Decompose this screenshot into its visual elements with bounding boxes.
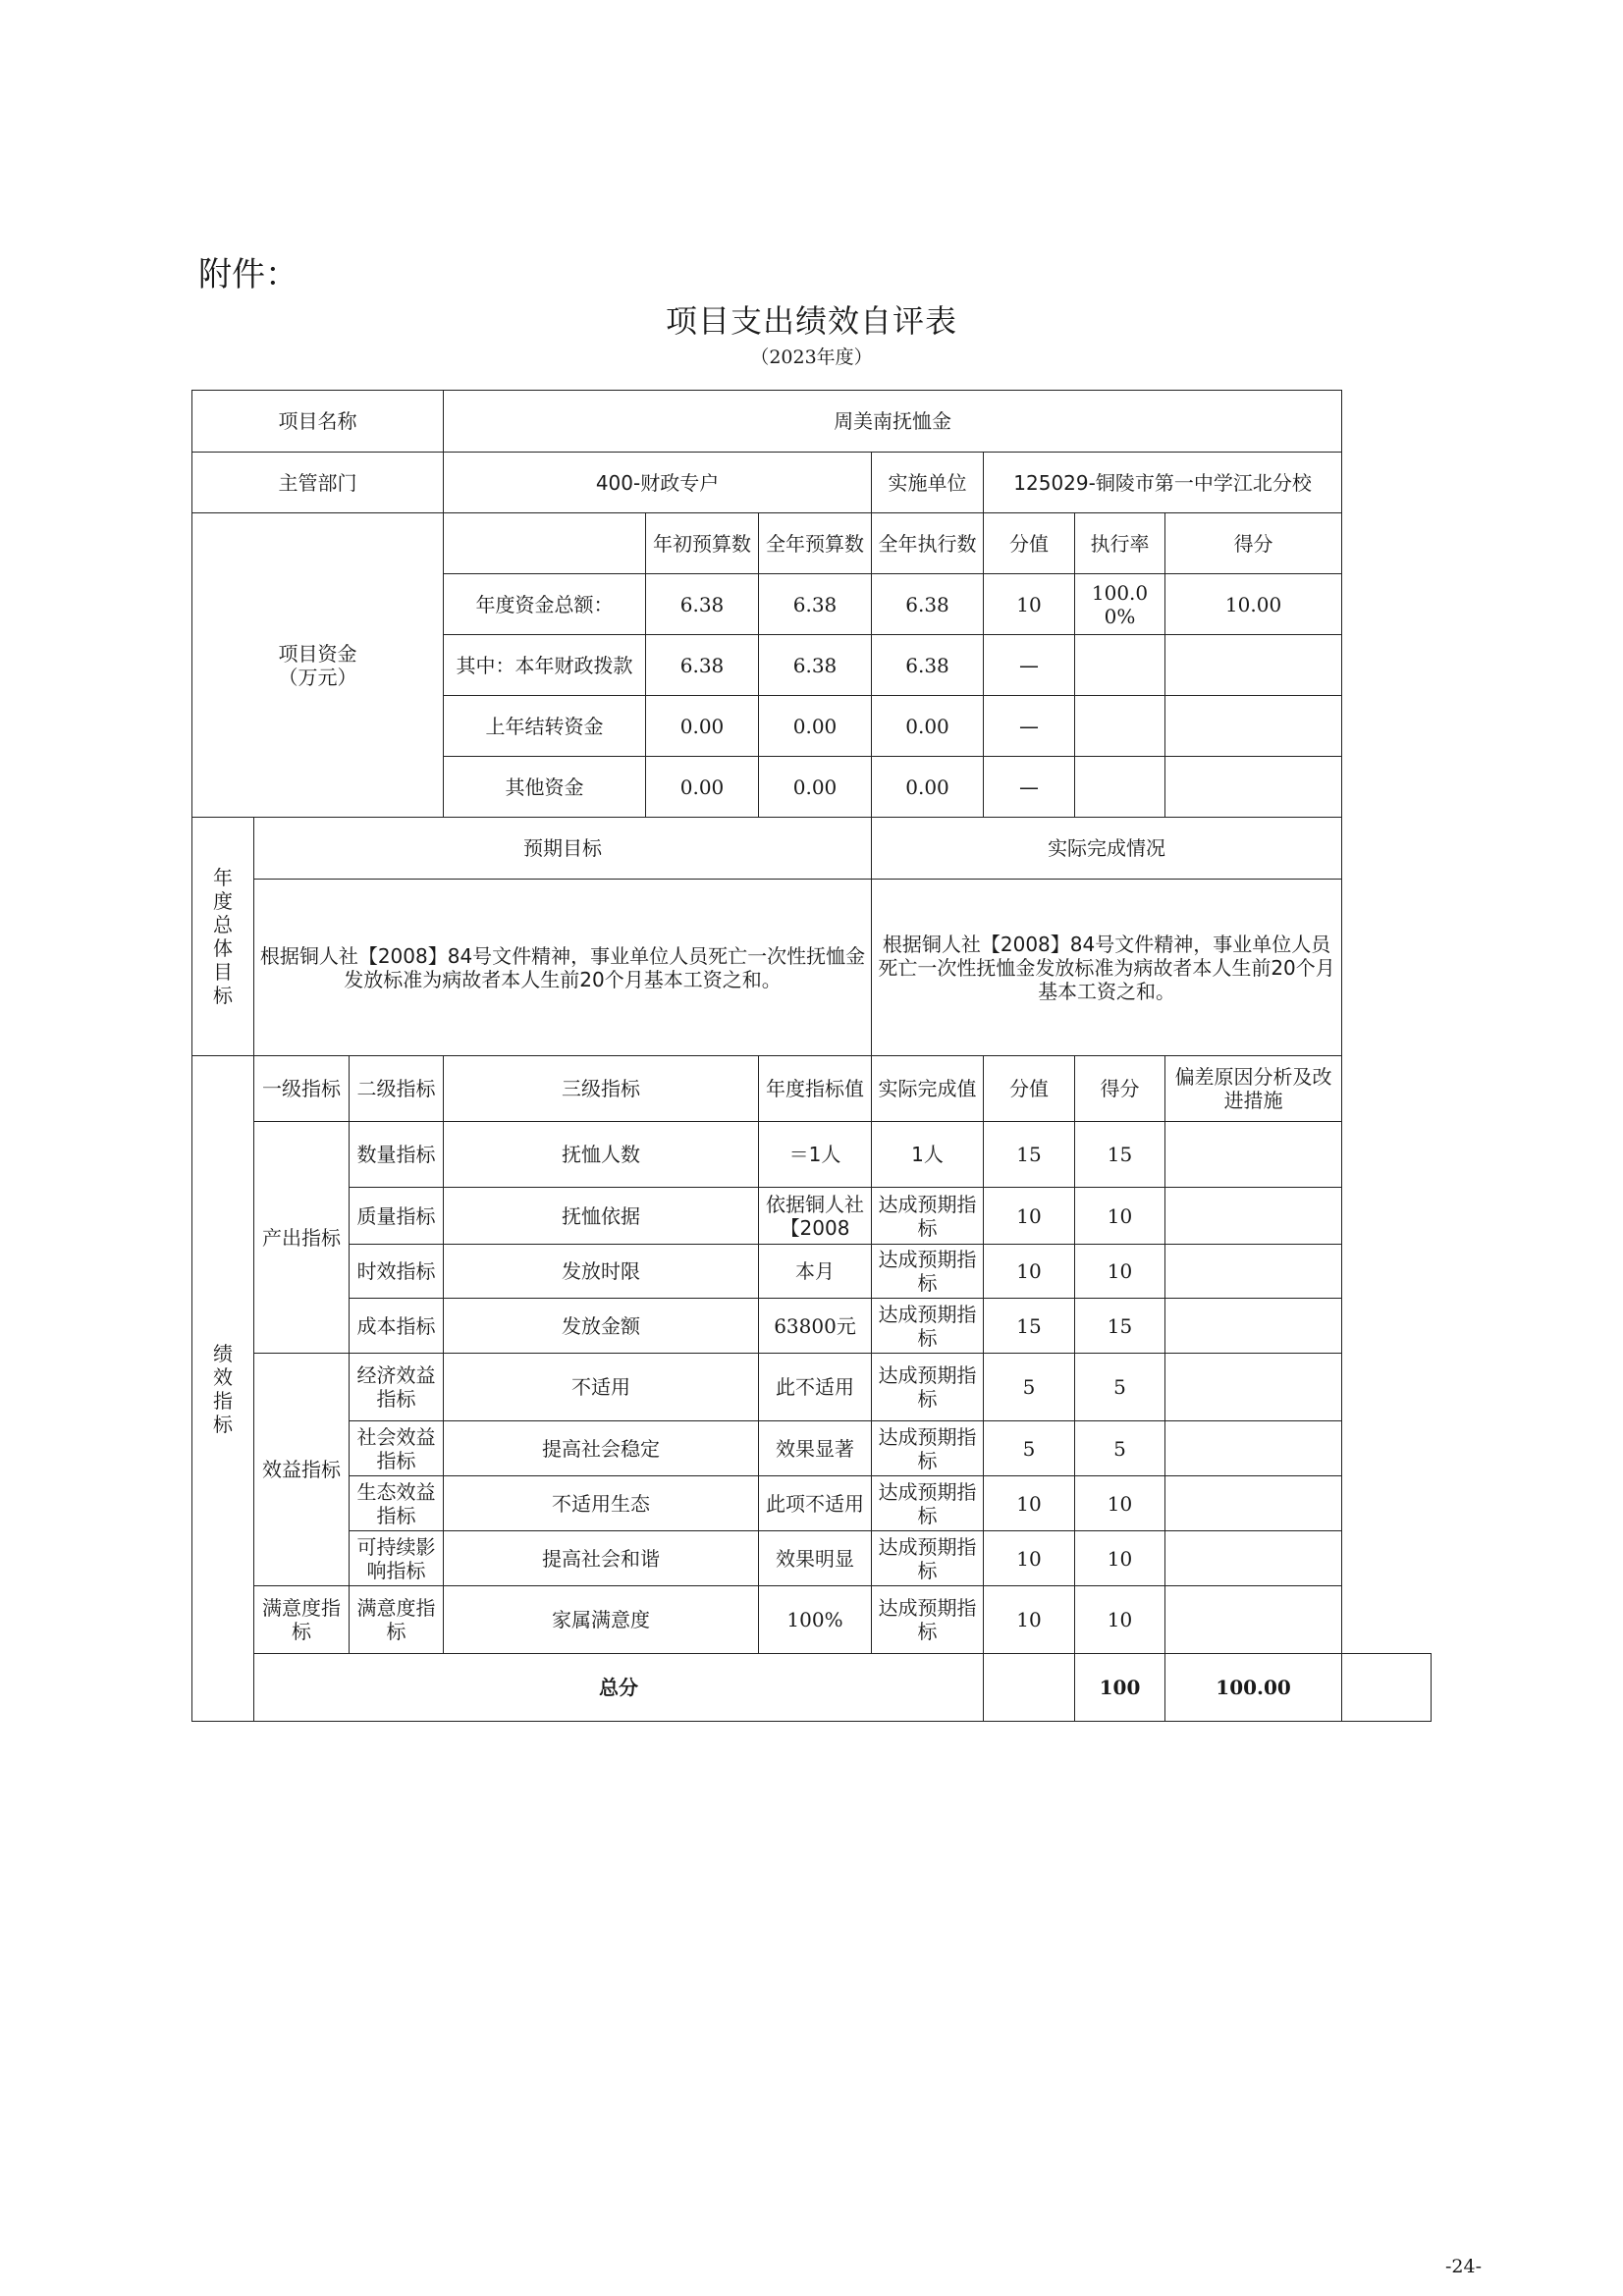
ind-actual: 达成预期指标 <box>872 1188 984 1245</box>
ind-level2: 经济效益指标 <box>350 1354 444 1421</box>
project-name-label: 项目名称 <box>192 391 444 453</box>
ind-header-target: 年度指标值 <box>759 1056 872 1122</box>
ind-level2: 时效指标 <box>350 1245 444 1299</box>
ind-reason <box>1165 1421 1342 1476</box>
goals-expected-text: 根据铜人社【2008】84号文件精神，事业单位人员死亡一次性抚恤金发放标准为病故者本人生前20个月基本工资之和。 <box>254 880 872 1056</box>
ind-level3: 提高社会和谐 <box>444 1531 759 1586</box>
ind-level3: 不适用 <box>444 1354 759 1421</box>
funds-row-annual: 0.00 <box>759 757 872 818</box>
ind-actual: 达成预期指标 <box>872 1354 984 1421</box>
funds-row-points <box>1165 635 1342 696</box>
ind-target: 效果明显 <box>759 1531 872 1586</box>
funds-header-executed: 全年执行数 <box>872 513 984 574</box>
funds-label: 项目资金 （万元） <box>192 513 444 818</box>
indicators-label: 绩 效 指 标 <box>192 1056 254 1722</box>
ind-actual: 达成预期指标 <box>872 1245 984 1299</box>
page-number: -24- <box>1445 2256 1483 2277</box>
ind-level3: 抚恤依据 <box>444 1188 759 1245</box>
funds-header-annual: 全年预算数 <box>759 513 872 574</box>
funds-row-initial: 6.38 <box>646 574 759 635</box>
ind-target: 本月 <box>759 1245 872 1299</box>
ind-header-actual: 实际完成值 <box>872 1056 984 1122</box>
ind-target: 此不适用 <box>759 1354 872 1421</box>
ind-level2: 满意度指标 <box>350 1586 444 1654</box>
form-title: 项目支出绩效自评表 <box>665 302 957 340</box>
ind-reason <box>1165 1122 1342 1188</box>
funds-row-rate <box>1075 635 1165 696</box>
row-goals-content <box>192 880 1432 1056</box>
total-score: 100 <box>1075 1654 1165 1722</box>
ind-level2: 数量指标 <box>350 1122 444 1188</box>
funds-row-name: 上年结转资金 <box>444 696 646 757</box>
ind-actual: 达成预期指标 <box>872 1476 984 1531</box>
ind-actual: 达成预期指标 <box>872 1421 984 1476</box>
ind-points: 5 <box>1075 1354 1165 1421</box>
goals-expected-label: 预期目标 <box>254 818 872 880</box>
row-department <box>192 453 1432 513</box>
ind-target: 此项不适用 <box>759 1476 872 1531</box>
ind-score: 5 <box>984 1354 1075 1421</box>
funds-header-points: 得分 <box>1165 513 1342 574</box>
ind-header-level3: 三级指标 <box>444 1056 759 1122</box>
ind-header-score: 分值 <box>984 1056 1075 1122</box>
total-points: 100.00 <box>1165 1654 1342 1722</box>
total-label: 总分 <box>254 1654 984 1722</box>
funds-row-name: 其他资金 <box>444 757 646 818</box>
ind-target: 效果显著 <box>759 1421 872 1476</box>
funds-row-executed: 6.38 <box>872 635 984 696</box>
ind-actual: 达成预期指标 <box>872 1531 984 1586</box>
funds-row-initial: 0.00 <box>646 696 759 757</box>
ind-level2: 可持续影响指标 <box>350 1531 444 1586</box>
ind-level1: 满意度指标 <box>254 1586 350 1654</box>
ind-points: 10 <box>1075 1188 1165 1245</box>
goals-actual-text: 根据铜人社【2008】84号文件精神，事业单位人员死亡一次性抚恤金发放标准为病故者本人生前20个月基本工资之和。 <box>872 880 1342 1056</box>
funds-row-rate <box>1075 757 1165 818</box>
ind-points: 10 <box>1075 1245 1165 1299</box>
ind-reason <box>1165 1245 1342 1299</box>
funds-row-initial: 6.38 <box>646 635 759 696</box>
funds-row-score: 10 <box>984 574 1075 635</box>
ind-reason <box>1165 1586 1342 1654</box>
ind-points: 15 <box>1075 1299 1165 1354</box>
dept-label: 主管部门 <box>192 453 444 513</box>
ind-target: 100% <box>759 1586 872 1654</box>
funds-row-executed: 0.00 <box>872 696 984 757</box>
ind-score: 10 <box>984 1245 1075 1299</box>
funds-header-score: 分值 <box>984 513 1075 574</box>
ind-level2: 成本指标 <box>350 1299 444 1354</box>
ind-header-level2: 二级指标 <box>350 1056 444 1122</box>
ind-header-level1: 一级指标 <box>254 1056 350 1122</box>
ind-score: 10 <box>984 1476 1075 1531</box>
ind-reason <box>1165 1188 1342 1245</box>
funds-row-score: — <box>984 757 1075 818</box>
goals-label: 年 度 总 体 目 标 <box>192 818 254 1056</box>
ind-level3: 发放时限 <box>444 1245 759 1299</box>
ind-points: 15 <box>1075 1122 1165 1188</box>
funds-row-points: 10.00 <box>1165 574 1342 635</box>
row-total <box>192 1654 1432 1722</box>
ind-level2: 社会效益指标 <box>350 1421 444 1476</box>
funds-row-executed: 6.38 <box>872 574 984 635</box>
total-reason-blank <box>1342 1654 1432 1722</box>
funds-row-score: — <box>984 696 1075 757</box>
ind-points: 10 <box>1075 1586 1165 1654</box>
ind-level3: 不适用生态 <box>444 1476 759 1531</box>
goals-actual-label: 实际完成情况 <box>872 818 1342 880</box>
funds-row-annual: 6.38 <box>759 574 872 635</box>
ind-level2: 质量指标 <box>350 1188 444 1245</box>
funds-header-initial: 年初预算数 <box>646 513 759 574</box>
funds-row-name: 年度资金总额： <box>444 574 646 635</box>
indicator-row <box>192 1354 1432 1421</box>
row-project-name <box>192 391 1432 453</box>
ind-level3: 发放金额 <box>444 1299 759 1354</box>
indicator-row <box>192 1245 1432 1299</box>
ind-points: 10 <box>1075 1531 1165 1586</box>
ind-header-reason: 偏差原因分析及改进措施 <box>1165 1056 1342 1122</box>
form-year: （2023年度） <box>750 347 873 368</box>
ind-score: 5 <box>984 1421 1075 1476</box>
indicator-row <box>192 1122 1432 1188</box>
ind-score: 10 <box>984 1586 1075 1654</box>
ind-level3: 抚恤人数 <box>444 1122 759 1188</box>
indicator-row <box>192 1586 1432 1654</box>
ind-level2: 生态效益指标 <box>350 1476 444 1531</box>
ind-score: 10 <box>984 1531 1075 1586</box>
dept-value: 400-财政专户 <box>444 453 872 513</box>
ind-reason <box>1165 1354 1342 1421</box>
funds-row-points <box>1165 696 1342 757</box>
ind-reason <box>1165 1476 1342 1531</box>
row-funds-header <box>192 513 1432 574</box>
total-blank <box>984 1654 1075 1722</box>
funds-header-blank <box>444 513 646 574</box>
performance-table <box>191 390 1432 1722</box>
funds-row-executed: 0.00 <box>872 757 984 818</box>
indicator-row <box>192 1421 1432 1476</box>
ind-score: 15 <box>984 1299 1075 1354</box>
ind-reason <box>1165 1299 1342 1354</box>
funds-row-name: 其中：本年财政拨款 <box>444 635 646 696</box>
ind-actual: 1人 <box>872 1122 984 1188</box>
ind-points: 5 <box>1075 1421 1165 1476</box>
attachment-label: 附件： <box>198 255 298 294</box>
ind-target: 依据铜人社【2008 <box>759 1188 872 1245</box>
ind-header-points: 得分 <box>1075 1056 1165 1122</box>
ind-level3: 提高社会稳定 <box>444 1421 759 1476</box>
funds-row-annual: 6.38 <box>759 635 872 696</box>
ind-score: 10 <box>984 1188 1075 1245</box>
ind-actual: 达成预期指标 <box>872 1299 984 1354</box>
row-goals-header <box>192 818 1432 880</box>
indicator-row <box>192 1476 1432 1531</box>
funds-row-initial: 0.00 <box>646 757 759 818</box>
ind-reason <box>1165 1531 1342 1586</box>
ind-score: 15 <box>984 1122 1075 1188</box>
indicator-row <box>192 1531 1432 1586</box>
ind-level3: 家属满意度 <box>444 1586 759 1654</box>
indicator-row <box>192 1188 1432 1245</box>
ind-points: 10 <box>1075 1476 1165 1531</box>
project-name-value: 周美南抚恤金 <box>444 391 1342 453</box>
funds-row-rate <box>1075 696 1165 757</box>
impl-label: 实施单位 <box>872 453 984 513</box>
funds-header-rate: 执行率 <box>1075 513 1165 574</box>
impl-value: 125029-铜陵市第一中学江北分校 <box>984 453 1342 513</box>
ind-target: 63800元 <box>759 1299 872 1354</box>
ind-actual: 达成预期指标 <box>872 1586 984 1654</box>
indicator-row <box>192 1299 1432 1354</box>
funds-row-annual: 0.00 <box>759 696 872 757</box>
ind-level1: 效益指标 <box>254 1354 350 1586</box>
funds-row-rate: 100.00% <box>1075 574 1165 635</box>
funds-row-points <box>1165 757 1342 818</box>
row-indicators-header <box>192 1056 1432 1122</box>
funds-row-score: — <box>984 635 1075 696</box>
ind-target: ＝1人 <box>759 1122 872 1188</box>
ind-level1: 产出指标 <box>254 1122 350 1354</box>
